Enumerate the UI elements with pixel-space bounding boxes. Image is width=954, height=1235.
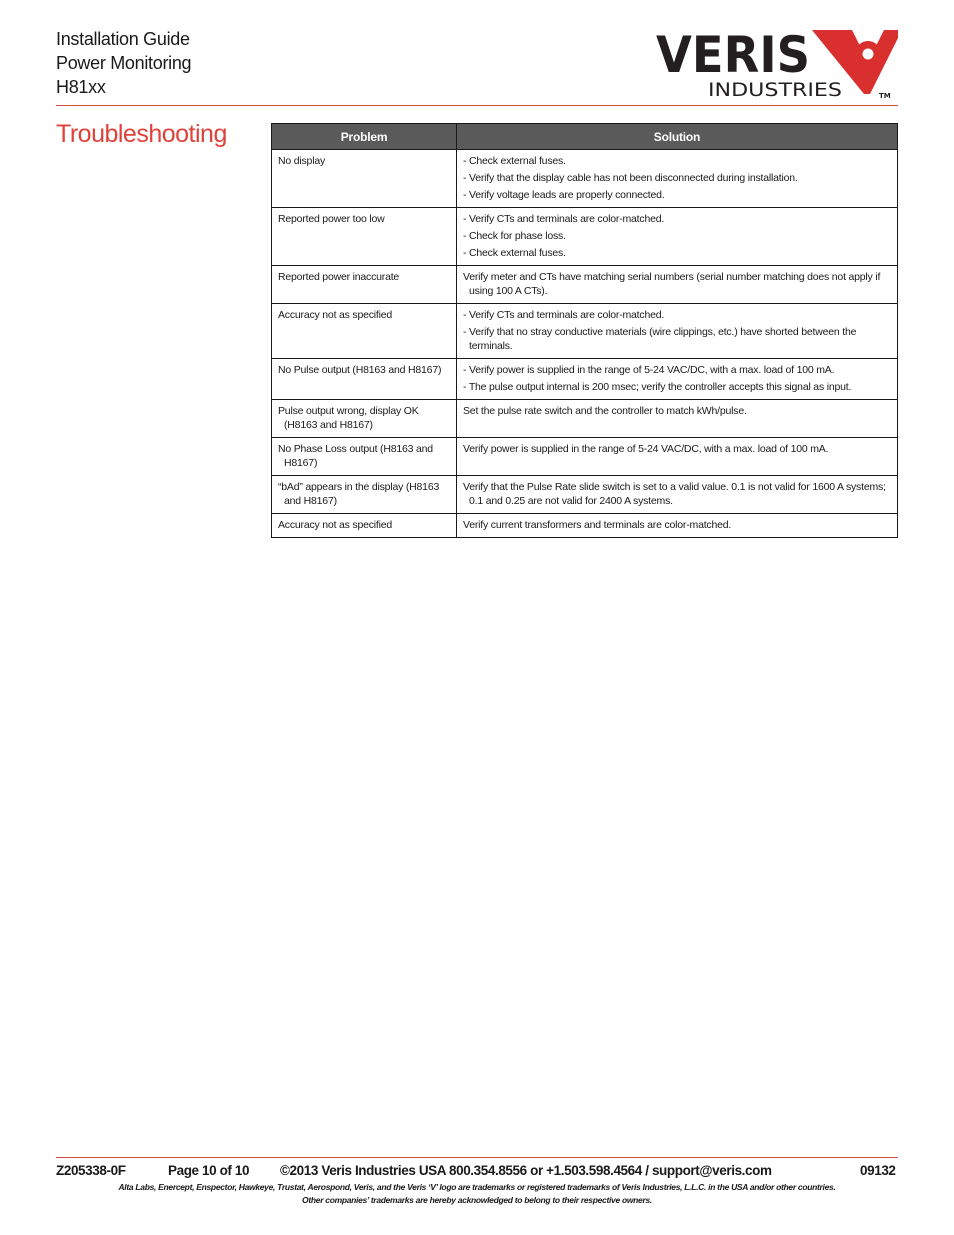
problem-cell [272, 438, 457, 476]
solution-cell [457, 266, 898, 304]
problem-cell [272, 150, 457, 208]
solution-line: Verify current transformers and terminals are color-matched. [463, 519, 732, 531]
problem-text: “bAd” appears in the display (H8163 and H8167) [278, 481, 440, 507]
troubleshooting-table [271, 123, 898, 538]
document-title-line-1: Installation Guide [56, 29, 190, 49]
solution-cell [457, 476, 898, 514]
solution-line: - Check external fuses. [463, 155, 566, 167]
table-row [272, 266, 898, 304]
problem-text: Accuracy not as specified [278, 309, 393, 321]
document-number: Z205338-0F [56, 1163, 126, 1178]
problem-text: Reported power too low [278, 213, 385, 225]
problem-text: Pulse output wrong, display OK (H8163 and H8167) [278, 405, 419, 431]
veris-logo [652, 24, 898, 102]
problem-cell [272, 208, 457, 266]
solution-line: - Check external fuses. [463, 247, 566, 259]
solution-line: - Verify power is supplied in the range of 5-24 VAC/DC, with a max. load of 100 mA. [463, 364, 835, 376]
logo-subtitle: INDUSTRIES [708, 79, 842, 101]
trademark-notice: Alta Labs, Enercept, Enspector, Hawkeye, Trustat, Aerospond, Veris, and the Veris ‘V’ logo are trademarks or registered trademarks of Veris Industries, L.L.C. in the USA and/or other countries. [118, 1182, 836, 1192]
contact-info: ©2013 Veris Industries USA 800.354.8556 or +1.503.598.4564 / support@veris.com [280, 1163, 772, 1178]
solution-line: - Verify CTs and terminals are color-matched. [463, 213, 665, 225]
problem-text: No display [278, 155, 326, 167]
table-body [272, 150, 898, 538]
problem-cell [272, 266, 457, 304]
solution-line: Verify meter and CTs have matching serial numbers (serial number matching does not apply if using 100 A CTs). [463, 271, 881, 297]
document-title-block [56, 27, 191, 99]
solution-cell [457, 304, 898, 359]
solution-line: - Verify CTs and terminals are color-matched. [463, 309, 665, 321]
table-row [272, 208, 898, 266]
page-number: Page 10 of 10 [168, 1163, 250, 1178]
problem-text: Accuracy not as specified [278, 519, 393, 531]
table-row [272, 400, 898, 438]
solution-line: - Verify that the display cable has not been disconnected during installation. [463, 172, 798, 184]
table-row [272, 304, 898, 359]
solution-cell [457, 400, 898, 438]
table-header-row [272, 124, 898, 150]
problem-cell [272, 304, 457, 359]
solution-line: - The pulse output internal is 200 msec; verify the controller accepts this signal as input. [463, 381, 852, 393]
solution-cell [457, 438, 898, 476]
trademark-acknowledgement: Other companies’ trademarks are hereby acknowledged to belong to their respective owners. [302, 1195, 652, 1205]
problem-text: No Phase Loss output (H8163 and H8167) [278, 443, 433, 469]
solution-cell [457, 359, 898, 400]
solution-line: - Verify voltage leads are properly connected. [463, 189, 665, 201]
header-divider [56, 105, 898, 106]
date-code: 09132 [860, 1163, 896, 1178]
solution-column-header: Solution [457, 124, 898, 150]
table-row [272, 438, 898, 476]
solution-cell [457, 514, 898, 538]
section-title: Troubleshooting [56, 120, 227, 148]
logo-wordmark: VERIS [656, 26, 810, 84]
document-title-line-2: Power Monitoring [56, 53, 192, 73]
solution-line: Verify power is supplied in the range of 5-24 VAC/DC, with a max. load of 100 mA. [463, 443, 829, 455]
problem-cell [272, 359, 457, 400]
footer-divider [56, 1157, 898, 1158]
solution-cell [457, 150, 898, 208]
table-row [272, 359, 898, 400]
solution-line: - Verify that no stray conductive materials (wire clippings, etc.) have shorted between the terminals. [463, 326, 857, 352]
solution-line: Verify that the Pulse Rate slide switch is set to a valid value. 0.1 is not valid for 1600 A systems; 0.1 and 0.25 are not valid for 2400 A systems. [463, 481, 886, 507]
problem-cell [272, 476, 457, 514]
problem-text: Reported power inaccurate [278, 271, 400, 283]
problem-cell [272, 514, 457, 538]
table-row [272, 514, 898, 538]
problem-text: No Pulse output (H8163 and H8167) [278, 364, 442, 376]
table-row [272, 476, 898, 514]
solution-line: Set the pulse rate switch and the controller to match kWh/pulse. [463, 405, 747, 417]
solution-line: - Check for phase loss. [463, 230, 566, 242]
solution-cell [457, 208, 898, 266]
table-row [272, 150, 898, 208]
model-number: H81xx [56, 77, 106, 97]
problem-cell [272, 400, 457, 438]
problem-column-header: Problem [272, 124, 457, 150]
trademark-mark: TM [879, 92, 891, 100]
